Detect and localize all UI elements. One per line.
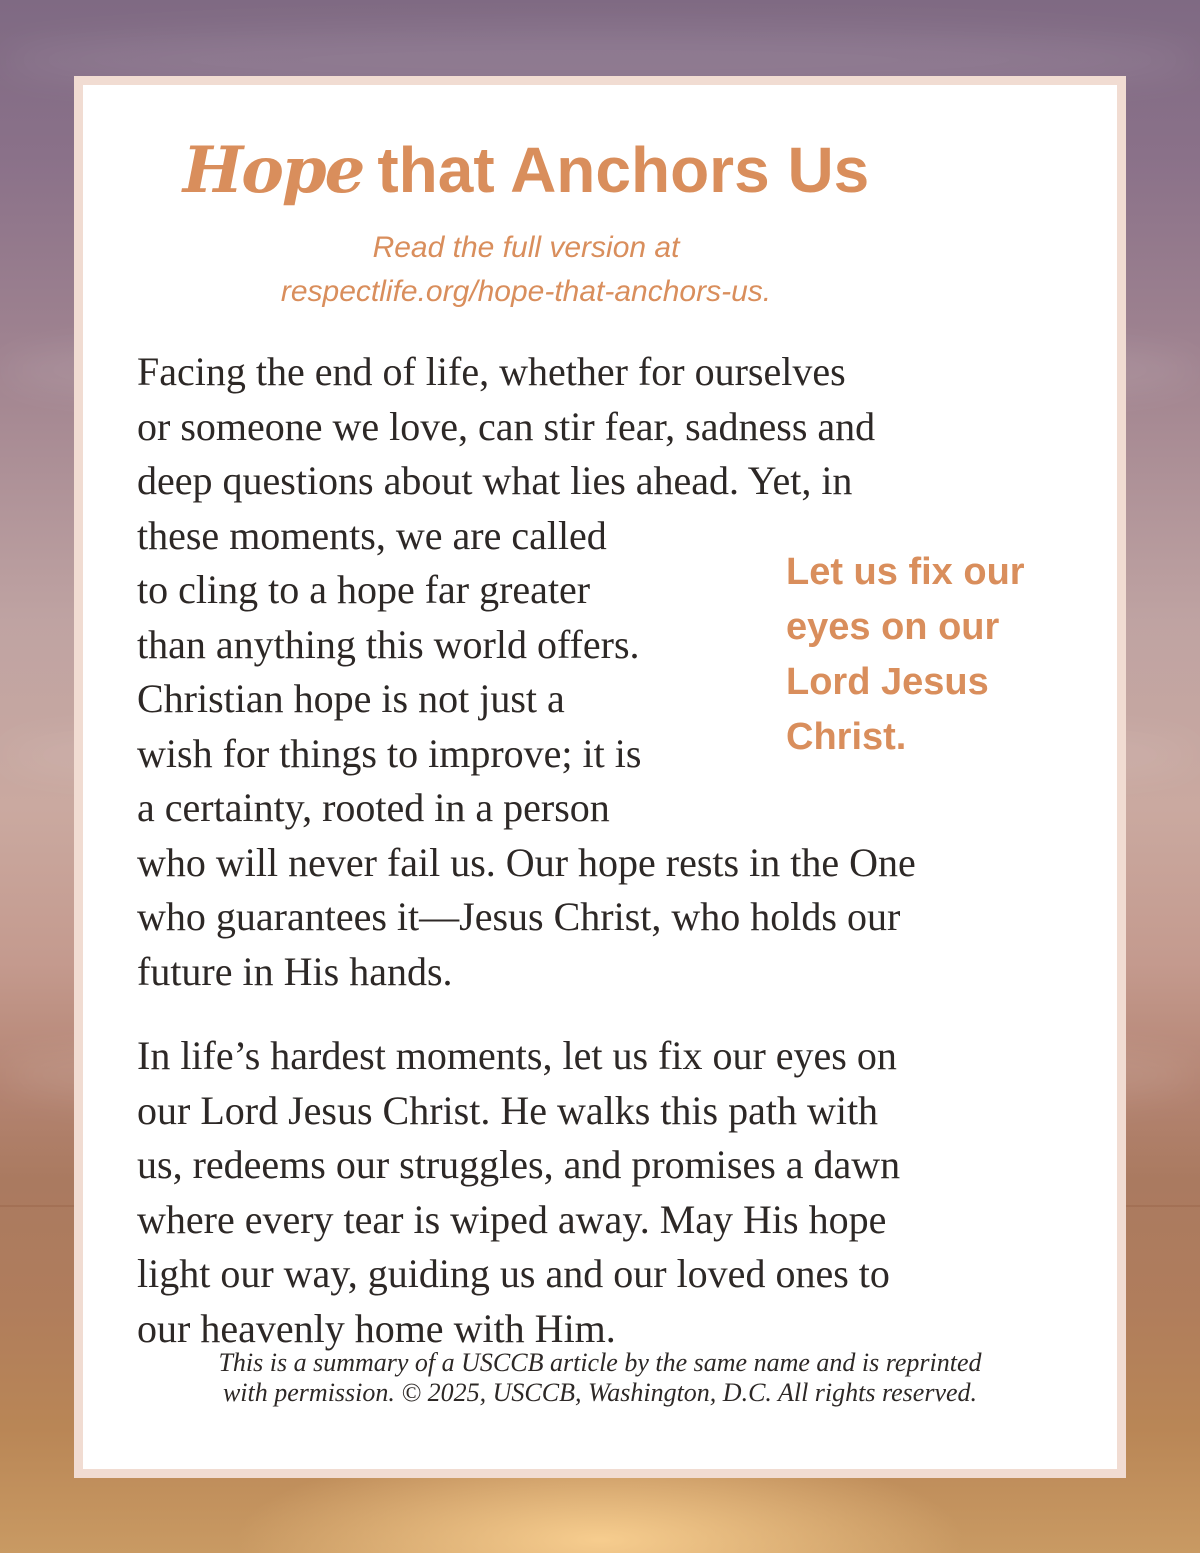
subtitle xyxy=(0,226,1052,314)
title-rest: that Anchors Us xyxy=(377,134,870,206)
paragraph-2-line: our heavenly home with Him. xyxy=(137,1305,616,1351)
subtitle-url: respectlife.org/hope-that-anchors-us. xyxy=(280,275,772,308)
paragraph-2-line: us, redeems our struggles, and promises a dawn xyxy=(137,1142,901,1187)
paragraph-1-line: future in His hands. xyxy=(137,948,453,994)
paragraph-1-line: deep questions about what lies ahead. Yet, in xyxy=(137,458,853,503)
pull-quote-line: eyes on our xyxy=(786,606,1000,648)
paragraph-1-line: who will never fail us. Our hope rests in the One xyxy=(137,839,916,885)
paragraph-1-line: Facing the end of life, whether for ourselves xyxy=(137,349,846,394)
paragraph-1-line: or someone we love, can stir fear, sadness and xyxy=(137,403,876,449)
subtitle-line: Read the full version at xyxy=(372,231,680,264)
paragraph-1-line: Christian hope is not just a xyxy=(137,676,565,721)
paragraph-1-line: a certainty, rooted in a person xyxy=(137,785,610,830)
pull-quote-line: Let us fix our xyxy=(786,551,1025,593)
paragraph-1-line: than anything this world offers. xyxy=(137,621,640,667)
paragraph-1-line: to cling to a hope far greater xyxy=(137,567,591,612)
page-title xyxy=(0,132,1052,209)
paragraph-1-line: wish for things to improve; it is xyxy=(137,730,642,776)
paragraph-2-line: our Lord Jesus Christ. He walks this path with xyxy=(137,1087,879,1133)
footnote-line: This is a summary of a USCCB article by the same name and is reprinted xyxy=(218,1348,982,1377)
paragraph-2-line: light our way, guiding us and our loved ones to xyxy=(137,1251,890,1296)
footnote-line: with permission. © 2025, USCCB, Washington, D.C. All rights reserved. xyxy=(222,1378,978,1407)
paragraph-1-line: who guarantees it—Jesus Christ, who holds our xyxy=(137,894,901,939)
pull-quote xyxy=(786,545,1076,765)
pull-quote-line: Lord Jesus xyxy=(786,661,989,703)
paragraph-2 xyxy=(137,1029,900,1356)
copyright-footnote xyxy=(0,1348,1200,1408)
paragraph-1-line: these moments, we are called xyxy=(137,512,607,558)
title-script-word: Hope xyxy=(182,133,364,208)
paragraph-2-line: where every tear is wiped away. May His hope xyxy=(137,1196,887,1242)
paragraph-2-line: In life’s hardest moments, let us fix our eyes on xyxy=(137,1033,897,1078)
pull-quote-line: Christ. xyxy=(786,716,907,758)
